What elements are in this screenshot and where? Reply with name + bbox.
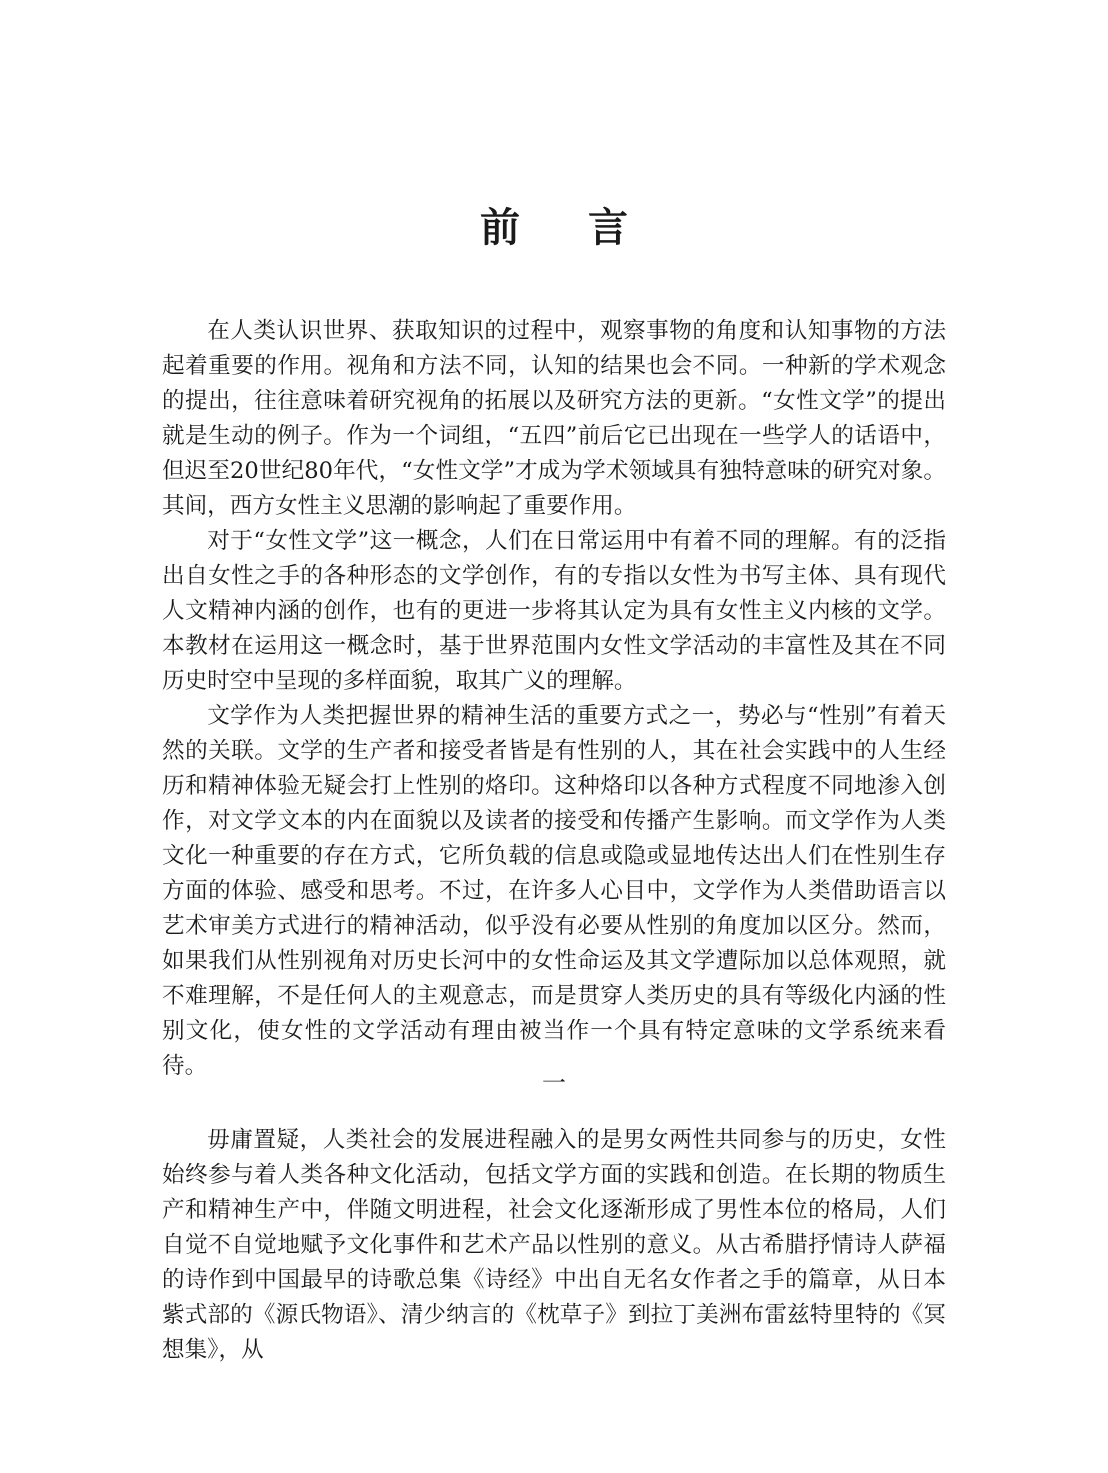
paragraph: 文学作为人类把握世界的精神生活的重要方式之一，势必与“性别”有着天然的关联。文学的生产者和接受者皆是有性别的人，其在社会实践中的人生经历和精神体验无疑会打上性别的烙印。这种烙印以各种方式程度不同地渗入创作，对文学文本的内在面貌以及读者的接受和传播产生影响。而文学作为人类文化一种重要的存在方式，它所负载的信息或隐或显地传达出人们在性别生存方面的体验、感受和思考。不过，在许多人心目中，文学作为人类借助语言以艺术审美方式进行的精神活动，似乎没有必要从性别的角度加以区分。然而，如果我们从性别视角对历史长河中的女性命运及其文学遭际加以总体观照，就不难理解，不是任何人的主观意志，而是贯穿人类历史的具有等级化内涵的性别文化，使女性的文学活动有理由被当作一个具有特定意味的文学系统来看待。 — [162, 703, 946, 1079]
paragraph: 毋庸置疑，人类社会的发展进程融入的是男女两性共同参与的历史，女性始终参与着人类各种文化活动，包括文学方面的实践和创造。在长期的物质生产和精神生产中，伴随文明进程，社会文化逐渐形成了男性本位的格局，人们自觉不自觉地赋予文化事件和艺术产品以性别的意义。从古希腊抒情诗人萨福的诗作到中国最早的诗歌总集《诗经》中出自无名女作者之手的篇章，从日本紫式部的《源氏物语》、清少纳言的《枕草子》到拉丁美洲布雷兹特里特的《冥想集》，从 — [162, 1127, 946, 1363]
paragraph: 对于“女性文学”这一概念，人们在日常运用中有着不同的理解。有的泛指出自女性之手的各种形态的文学创作，有的专指以女性为书写主体、具有现代人文精神内涵的创作，也有的更进一步将其认定为具有女性主义内核的文学。本教材在运用这一概念时，基于世界范围内女性文学活动的丰富性及其在不同历史时空中呈现的多样面貌，取其广义的理解。 — [162, 528, 946, 694]
section-one-text-block — [162, 1123, 946, 1368]
section-marker: 一 — [542, 1069, 566, 1097]
paragraph: 在人类认识世界、获取知识的过程中，观察事物的角度和认知事物的方法起着重要的作用。视角和方法不同，认知的结果也会不同。一种新的学术观念的提出，往往意味着研究视角的拓展以及研究方法的更新。“女性文学”的提出就是生动的例子。作为一个词组，“五四”前后它已出现在一些学人的话语中，但迟至20世纪80年代，“女性文学”才成为学术领域具有独特意味的研究对象。其间，西方女性主义思潮的影响起了重要作用。 — [162, 318, 946, 519]
intro-text-block — [162, 314, 946, 1084]
page-title: 前言 — [480, 204, 696, 251]
